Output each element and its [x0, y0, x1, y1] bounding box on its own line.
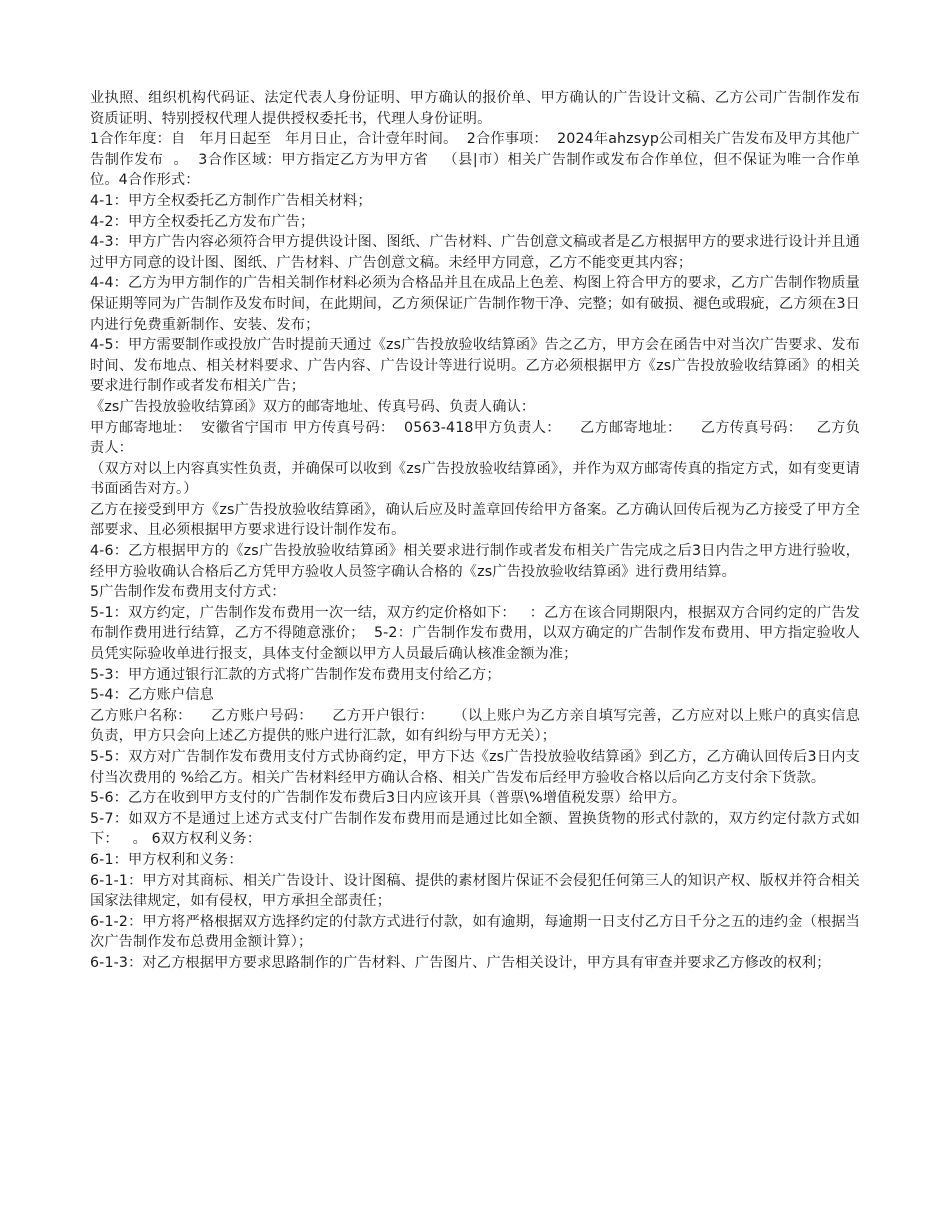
- clause-6-1: 6-1：甲方权利和义务：: [90, 851, 243, 868]
- clause-4-2: 4-2：甲方全权委托乙方发布广告；: [90, 213, 315, 230]
- paragraph-required-documents: 业执照、组织机构代码证、法定代表人身份证明、甲方确认的报价单、甲方确认的广告设计文稿、乙方公司广告制作发布资质证明、特别授权代理人提供授权委托书，代理人身份证明。: [90, 90, 860, 127]
- document-body: [90, 88, 860, 974]
- clause-4-3: 4-3：甲方广告内容必须符合甲方提供设计图、图纸、广告材料、广告创意文稿或者是乙方根据甲方的要求进行设计并且通过甲方同意的设计图、图纸、广告材料、广告创意文稿。未经甲方同意，乙方不能变更其内容；: [90, 234, 860, 271]
- clause-6-1-2: 6-1-2：甲方将严格根据双方选择约定的付款方式进行付款，如有逾期，每逾期一日支付乙方日千分之五的违约金（根据当次广告制作发布总费用金额计算）；: [90, 913, 860, 951]
- clause-5-7: 5-7：如双方不是通过上述方式支付广告制作发布费用而是通过比如全额、置换货物的形式付款的，双方约定付款方式如下： 。 6双方权利义务：: [90, 810, 860, 848]
- paragraph-contact-confirmation: 《zs广告投放验收结算函》双方的邮寄地址、传真号码、负责人确认：: [90, 398, 536, 415]
- paragraph-contact-note: （双方对以上内容真实性负责，并确保可以收到《zs广告投放验收结算函》，并作为双方邮寄传真的指定方式，如有变更请书面函告对方。）: [90, 460, 860, 498]
- clause-6-1-3: 6-1-3：对乙方根据甲方要求思路制作的广告材料、广告图片、广告相关设计，甲方具有审查并要求乙方修改的权利；: [90, 954, 831, 971]
- clause-4-5: 4-5：甲方需要制作或投放广告时提前天通过《zs广告投放验收结算函》告之乙方，甲方会在函告中对当次广告要求、发布时间、发布地点、相关材料要求、广告内容、广告设计等进行说明。乙方必须根据甲方《zs广告投放验收结算函》的相关要求进行制作或者发布相关广告；: [90, 337, 860, 395]
- clause-5-4: 5-4：乙方账户信息: [90, 687, 214, 704]
- paragraph-account-info: 乙方账户名称： 乙方账户号码： 乙方开户银行： （以上账户为乙方亲自填写完善，乙方应对以上账户的真实信息负责，甲方只会向上述乙方提供的账户进行汇款，如有纠纷与甲方无关）；: [90, 707, 860, 745]
- paragraph-cooperation-terms: 1合作年度：自 年月日起至 年月日止，合计壹年时间。 2合作事项： 2024年ahzsyp公司相关广告发布及甲方其他广告制作发布 。 3合作区域：甲方指定乙方为甲方省 （县|市）相关广告制作或发布合作单位，但不保证为唯一合作单位。4合作形式：: [90, 131, 860, 189]
- clause-4-6: 4-6：乙方根据甲方的《zs广告投放验收结算函》相关要求进行制作或者发布相关广告完成之后3日内告之甲方进行验收，经甲方验收确认合格后乙方凭甲方验收人员签字确认合格的《zs广告投放验收结算函》进行费用结算。: [90, 543, 860, 580]
- clause-4-4: 4-4：乙方为甲方制作的广告相关制作材料必须为合格品并且在成品上色差、构图上符合甲方的要求，乙方广告制作物质量保证期等同为广告制作及发布时间，在此期间，乙方须保证广告制作物干净、完整；如有破损、褪色或瑕疵，乙方须在3日内进行免费重新制作、安装、发布；: [90, 275, 860, 333]
- section-5-heading: 5广告制作发布费用支付方式：: [90, 584, 286, 601]
- clause-6-1-1: 6-1-1：甲方对其商标、相关广告设计、设计图稿、提供的素材图片保证不会侵犯任何第三人的知识产权、版权并符合相关国家法律规定，如有侵权，甲方承担全部责任；: [90, 872, 860, 910]
- clause-5-3: 5-3：甲方通过银行汇款的方式将广告制作发布费用支付给乙方；: [90, 666, 501, 683]
- clause-4-1: 4-1：甲方全权委托乙方制作广告相关材料；: [90, 192, 372, 209]
- paragraph-receipt-confirmation: 乙方在接受到甲方《zs广告投放验收结算函》，确认后应及时盖章回传给甲方备案。乙方确认回传后视为乙方接受了甲方全部要求、且必须根据甲方要求进行设计制作发布。: [90, 501, 860, 539]
- clause-5-5: 5-5：双方对广告制作发布费用支付方式协商约定，甲方下达《zs广告投放验收结算函》到乙方，乙方确认回传后3日内支付当次费用的 %给乙方。相关广告材料经甲方确认合格、相关广告发布后经甲方验收合格以后向乙方支付余下货款。: [90, 749, 860, 786]
- paragraph-contact-details: 甲方邮寄地址： 安徽省宁国市 甲方传真号码： 0563-418甲方负责人： 乙方邮寄地址： 乙方传真号码： 乙方负责人：: [90, 419, 860, 457]
- clause-5-1-5-2: 5-1：双方约定，广告制作发布费用一次一结，双方约定价格如下： ：乙方在该合同期限内，根据双方合同约定的广告发布制作费用进行结算，乙方不得随意涨价； 5-2：广告制作发布费用，以双方确定的广告制作发布费用、甲方指定验收人员凭实际验收单进行报支，具体支付金额以甲方人员最后确认核准金额为准；: [90, 604, 860, 663]
- clause-5-6: 5-6：乙方在收到甲方支付的广告制作发布费后3日内应该开具（普票\%增值税发票）给甲方。: [90, 790, 687, 807]
